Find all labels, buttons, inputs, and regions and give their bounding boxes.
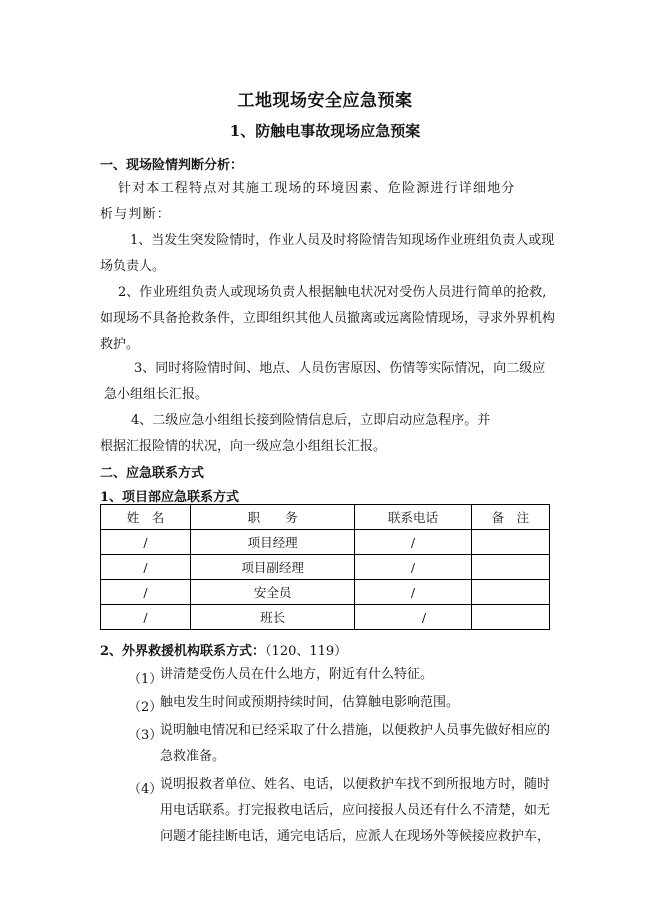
list-item-text: 讲清楚受伤人员在什么地方，附近有什么特征。 [160,667,434,682]
external-rescue-heading [100,640,347,659]
list-item-number: （3） [128,728,163,743]
table-header-note: 备 注 [471,505,549,530]
table-cell-role: 安全员 [191,580,355,605]
table-cell-role: 项目副经理 [191,555,355,580]
section1-para3-line1: 3、同时将险情时间、地点、人员伤害原因、伤情等实际情况，向二级应 [134,361,546,376]
section1-para2-line3: 救护。 [100,337,140,352]
list-item-number: （1） [128,672,163,687]
table-cell-name: / [101,530,191,555]
table-cell-phone: / [355,530,472,555]
section1-para1-line1: 1、当发生突发险情时，作业人员及时将险情告知现场作业班组负责人或现 [130,233,555,248]
table-cell-phone: / [355,580,472,605]
list-item-text: 触电发生时间或预期持续时间，估算触电影响范围。 [160,695,460,710]
table-row [101,580,550,605]
table-header-phone: 联系电话 [355,505,472,530]
document-title: 工地现场安全应急预案 [237,91,413,111]
table-cell-note [471,530,549,555]
external-rescue-label: 2、外界救援机构联系方式： [100,644,266,659]
section1-para2-line2: 如现场不具备抢救条件，立即组织其他人员撤离或远离险情现场，寻求外界机构 [100,311,556,326]
section1-para2-line1: 2、作业班组负责人或现场负责人根据触电状况对受伤人员进行简单的抢救, [118,285,547,300]
table-header-role: 职 务 [191,505,355,530]
list-item-text-cont: 问题才能挂断电话，通完电话后，应派人在现场外等候接应救护车， [160,829,551,844]
table-cell-name: / [101,605,191,630]
table-cell-note [471,580,549,605]
document-subtitle: 1、防触电事故现场应急预案 [229,122,421,140]
list-item-text: 说明报救者单位、姓名、电话，以便救护车找不到所报地方时，随时 [160,777,551,792]
table-header-row [101,505,550,530]
project-contacts-heading: 1、项目部应急联系方式 [100,490,240,505]
table-cell-role: 班长 [191,605,355,630]
contacts-table [100,504,550,630]
section1-intro-line1: 针对本工程特点对其施工现场的环境因素、危险源进行详细地分 [118,181,516,196]
table-cell-name: / [101,580,191,605]
table-row [101,605,550,630]
section1-para1-line2: 场负责人。 [100,259,166,274]
table-cell-role: 项目经理 [191,530,355,555]
section2-heading: 二、应急联系方式 [100,466,205,481]
list-item-text-cont: 用电话联系。打完报救电话后，应问接报人员还有什么不清楚，如无 [160,803,551,818]
list-item-number: （2） [128,700,163,715]
list-item-number: （4） [128,782,163,797]
table-row [101,555,550,580]
table-cell-note [471,605,549,630]
section1-para4-line2: 根据汇报险情的状况，向一级应急小组组长汇报。 [100,439,387,454]
list-item-text-cont: 急救准备。 [160,749,226,764]
table-cell-name: / [101,555,191,580]
table-cell-note [471,555,549,580]
section1-para4-line1: 4、二级应急小组组长接到险情信息后，立即启动应急程序。并 [131,413,491,428]
table-cell-phone: / [355,605,472,630]
section1-para3-line2: 急小组组长汇报。 [104,387,209,402]
table-row [101,530,550,555]
list-item-text: 说明触电情况和已经采取了什么措施，以便救护人员事先做好相应的 [160,723,551,738]
section1-heading: 一、现场险情判断分析： [100,158,244,173]
table-header-name: 姓 名 [101,505,191,530]
table-cell-phone: / [355,555,472,580]
section1-intro-line2: 析与判断： [100,207,172,222]
emergency-numbers: （120、119） [265,644,348,659]
